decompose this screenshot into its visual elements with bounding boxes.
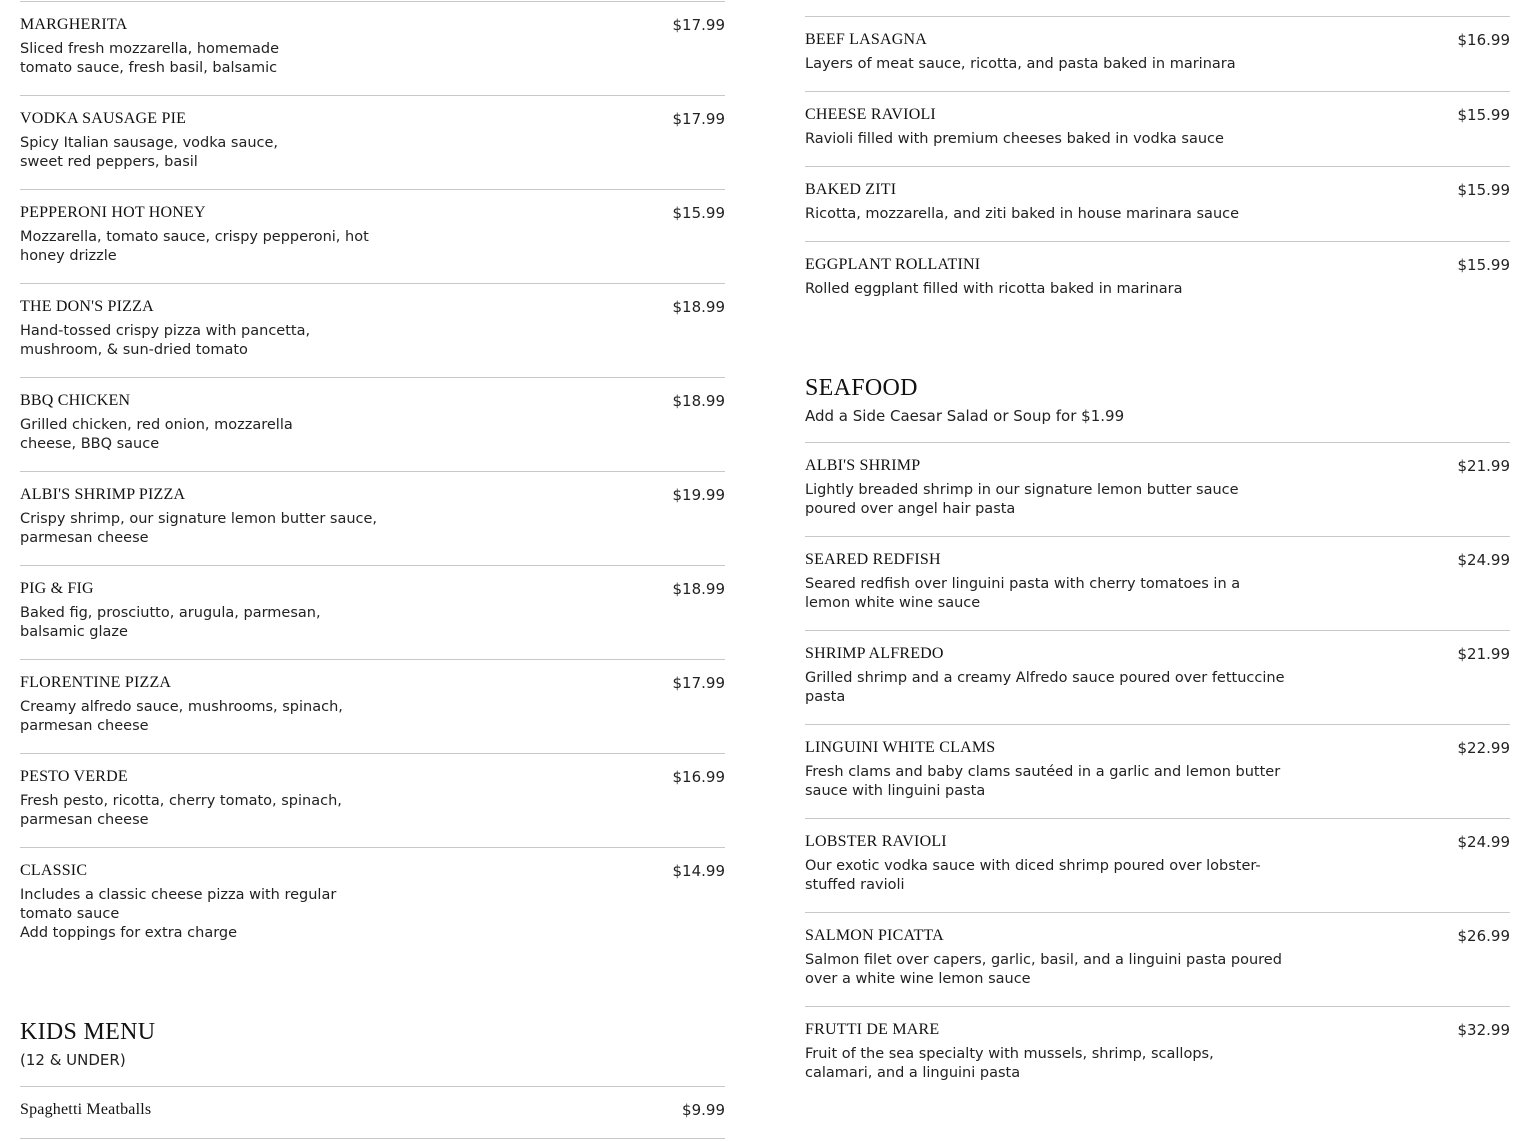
description-line: cheese, BBQ sauce: [20, 436, 160, 452]
menu-item-price: $24.99: [1457, 551, 1510, 569]
description-line: parmesan cheese: [20, 530, 149, 546]
menu-item-description: [20, 698, 343, 736]
description-line: Salmon filet over capers, garlic, basil, and a linguini pasta poured: [805, 952, 1282, 968]
description-line: parmesan cheese: [20, 718, 149, 734]
menu-item-name: PEPPERONI HOT HONEY: [20, 204, 206, 221]
divider: [20, 1138, 725, 1139]
menu-item: [805, 912, 1510, 987]
menu-item-name: ALBI'S SHRIMP PIZZA: [20, 486, 186, 503]
menu-item: [20, 847, 725, 941]
description-line: parmesan cheese: [20, 812, 149, 828]
menu-item-description: [20, 510, 377, 548]
description-line: Ricotta, mozzarella, and ziti baked in house marinara sauce: [805, 206, 1240, 222]
menu-item-price: $16.99: [1457, 31, 1510, 49]
menu-item-name: FRUTTI DE MARE: [805, 1021, 940, 1038]
description-line: lemon white wine sauce: [805, 595, 981, 611]
menu-item: [20, 565, 725, 640]
description-line: Crispy shrimp, our signature lemon butter sauce,: [20, 511, 378, 527]
menu-item: [20, 753, 725, 828]
menu-item-price: $17.99: [672, 110, 725, 128]
menu-item-price: $14.99: [672, 862, 725, 880]
menu-item: [805, 818, 1510, 893]
menu-item: [805, 166, 1510, 222]
description-line: sweet red peppers, basil: [20, 154, 198, 170]
description-line: pasta: [805, 689, 846, 705]
description-line: balsamic glaze: [20, 624, 128, 640]
menu-item: [805, 16, 1510, 72]
description-line: stuffed ravioli: [805, 877, 905, 893]
menu-item-price: $18.99: [672, 392, 725, 410]
menu-item-name: VODKA SAUSAGE PIE: [20, 110, 187, 127]
menu-item: [20, 189, 725, 264]
menu-item-description: [20, 322, 310, 360]
menu-item-description: [20, 228, 369, 266]
menu-item: [20, 1086, 725, 1139]
description-line: Add toppings for extra charge: [20, 925, 238, 941]
menu-item: [805, 724, 1510, 799]
menu-item-name: THE DON'S PIZZA: [20, 298, 154, 315]
menu-item-description: [805, 763, 1280, 801]
menu-item-price: $24.99: [1457, 833, 1510, 851]
menu-item-price: $26.99: [1457, 927, 1510, 945]
description-line: Includes a classic cheese pizza with regular: [20, 887, 337, 903]
menu-item-price: $15.99: [1457, 106, 1510, 124]
menu-item: [20, 471, 725, 546]
menu-item-description: [20, 134, 278, 172]
menu-item-description: [805, 1045, 1214, 1083]
menu-item-price: $15.99: [1457, 256, 1510, 274]
menu-item-description: [20, 604, 321, 642]
menu-item: [805, 91, 1510, 147]
menu-item-name: ALBI'S SHRIMP: [805, 457, 921, 474]
menu-item-description: [805, 130, 1224, 149]
menu-item-description: [805, 857, 1261, 895]
menu-item-name: SALMON PICATTA: [805, 927, 944, 944]
menu-item-description: [20, 40, 279, 78]
menu-item-price: $15.99: [1457, 181, 1510, 199]
description-line: Ravioli filled with premium cheeses baked in vodka sauce: [805, 131, 1224, 147]
menu-item-price: $19.99: [672, 486, 725, 504]
menu-item: [805, 630, 1510, 705]
description-line: poured over angel hair pasta: [805, 501, 1016, 517]
menu-item-description: [805, 951, 1282, 989]
description-line: Mozzarella, tomato sauce, crispy pepperoni, hot: [20, 229, 369, 245]
menu-item-name: SHRIMP ALFREDO: [805, 645, 944, 662]
menu-item-description: [805, 575, 1240, 613]
description-line: mushroom, & sun-dried tomato: [20, 342, 248, 358]
description-line: Layers of meat sauce, ricotta, and pasta baked in marinara: [805, 56, 1236, 72]
menu-item-price: $22.99: [1457, 739, 1510, 757]
menu-item-name: SEARED REDFISH: [805, 551, 941, 568]
menu-item-name: CHEESE RAVIOLI: [805, 106, 936, 123]
menu-item-name: LINGUINI WHITE CLAMS: [805, 739, 996, 756]
description-line: sauce with linguini pasta: [805, 783, 986, 799]
menu-item: [805, 536, 1510, 611]
menu-item-name: LOBSTER RAVIOLI: [805, 833, 947, 850]
menu-item-name: CLASSIC: [20, 862, 88, 879]
menu-item-price: $9.99: [682, 1101, 725, 1119]
menu-item: [805, 442, 1510, 517]
menu-item-name: BBQ CHICKEN: [20, 392, 131, 409]
description-line: Creamy alfredo sauce, mushrooms, spinach,: [20, 699, 343, 715]
menu-item: [20, 659, 725, 734]
menu-item-name: BAKED ZITI: [805, 181, 897, 198]
description-line: Grilled chicken, red onion, mozzarella: [20, 417, 293, 433]
kids-menu-title: KIDS MENU: [20, 1019, 156, 1045]
menu-item: [20, 377, 725, 452]
description-line: Baked fig, prosciutto, arugula, parmesan,: [20, 605, 321, 621]
menu-item-name: FLORENTINE PIZZA: [20, 674, 172, 691]
description-line: Hand-tossed crispy pizza with pancetta,: [20, 323, 311, 339]
seafood-title: SEAFOOD: [805, 375, 918, 401]
menu-item-name: PIG & FIG: [20, 580, 94, 597]
menu-item-description: [20, 886, 336, 943]
menu-item-name: MARGHERITA: [20, 16, 128, 33]
menu-item-price: $17.99: [672, 16, 725, 34]
description-line: Fresh clams and baby clams sautéed in a garlic and lemon butter: [805, 764, 1281, 780]
menu-item-description: [805, 481, 1239, 519]
description-line: Our exotic vodka sauce with diced shrimp poured over lobster-: [805, 858, 1261, 874]
menu-item-description: [805, 669, 1285, 707]
menu-item-price: $18.99: [672, 298, 725, 316]
description-line: Sliced fresh mozzarella, homemade: [20, 41, 280, 57]
description-line: calamari, and a linguini pasta: [805, 1065, 1021, 1081]
menu-item-name: Spaghetti Meatballs: [20, 1101, 152, 1118]
menu-item: [20, 95, 725, 170]
menu-item-price: $15.99: [672, 204, 725, 222]
menu-item-description: [805, 205, 1239, 224]
description-line: honey drizzle: [20, 248, 117, 264]
menu-item: [20, 283, 725, 358]
menu-item-price: $21.99: [1457, 645, 1510, 663]
description-line: Grilled shrimp and a creamy Alfredo sauce poured over fettuccine: [805, 670, 1285, 686]
menu-item-price: $21.99: [1457, 457, 1510, 475]
menu-item-name: BEEF LASAGNA: [805, 31, 927, 48]
seafood-subtitle: Add a Side Caesar Salad or Soup for $1.99: [805, 407, 1125, 425]
menu-item-price: $17.99: [672, 674, 725, 692]
description-line: Fresh pesto, ricotta, cherry tomato, spinach,: [20, 793, 342, 809]
description-line: Rolled eggplant filled with ricotta baked in marinara: [805, 281, 1183, 297]
menu-item-description: [805, 280, 1182, 299]
menu-item-name: PESTO VERDE: [20, 768, 128, 785]
menu-item: [20, 1, 725, 76]
menu-item-price: $16.99: [672, 768, 725, 786]
menu-item: [805, 241, 1510, 297]
menu-item-description: [20, 792, 342, 830]
menu-item-price: $32.99: [1457, 1021, 1510, 1039]
description-line: Seared redfish over linguini pasta with cherry tomatoes in a: [805, 576, 1241, 592]
description-line: Spicy Italian sausage, vodka sauce,: [20, 135, 279, 151]
menu-item-description: [20, 416, 293, 454]
menu-item: [805, 1006, 1510, 1081]
description-line: over a white wine lemon sauce: [805, 971, 1031, 987]
description-line: Lightly breaded shrimp in our signature lemon butter sauce: [805, 482, 1239, 498]
menu-item-description: [805, 55, 1236, 74]
description-line: Fruit of the sea specialty with mussels, shrimp, scallops,: [805, 1046, 1214, 1062]
menu-item-name: EGGPLANT ROLLATINI: [805, 256, 981, 273]
menu-item-price: $18.99: [672, 580, 725, 598]
description-line: tomato sauce: [20, 906, 120, 922]
description-line: tomato sauce, fresh basil, balsamic: [20, 60, 278, 76]
kids-menu-subtitle: (12 & UNDER): [20, 1051, 126, 1069]
